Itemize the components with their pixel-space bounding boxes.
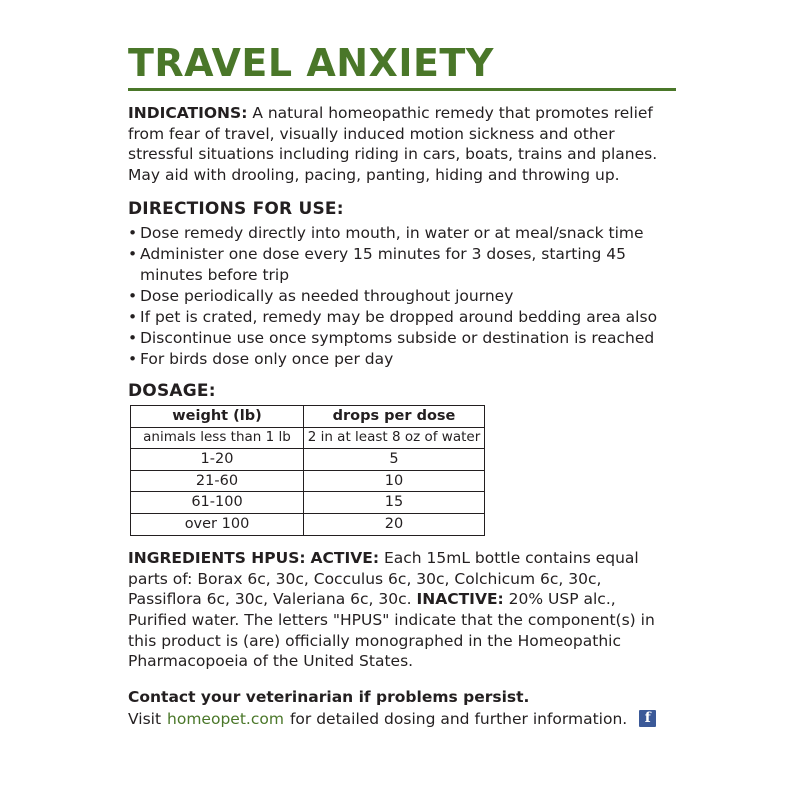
list-item: • Discontinue use once symptoms subside or destination is reached (128, 328, 676, 348)
column-header-drops: drops per dose (304, 406, 485, 428)
active-text: Each 15mL bottle contains equal parts of: Borax 6c, 30c, Cocculus 6c, 30c, Colchicum 6c, 30c, Passiflora 6c, 30c, Valeriana 6c, 30c. (128, 549, 639, 609)
cell-drops: 5 (304, 448, 485, 470)
cell-drops: 10 (304, 470, 485, 492)
visit-line (128, 710, 676, 728)
list-item: • Dose periodically as needed throughout journey (128, 286, 676, 306)
visit-suffix: for detailed dosing and further information. (289, 709, 628, 728)
inactive-text: 20% USP alc., Purified water. The letters "HPUS" indicate that the component(s) in this product is (are) officially monographed in the Homeopathic Pharmacopoeia of the United States. (128, 590, 655, 671)
column-header-weight: weight (lb) (131, 406, 304, 428)
table-row (131, 470, 485, 492)
cell-weight: 61-100 (131, 492, 304, 514)
visit-prefix: Visit (128, 709, 162, 728)
website-link[interactable]: homeopet.com (167, 709, 284, 728)
cell-drops: 20 (304, 514, 485, 536)
indications-heading: INDICATIONS: (128, 103, 248, 122)
table-row (131, 448, 485, 470)
active-label: ACTIVE: (310, 549, 380, 568)
table-row (131, 428, 485, 449)
cell-weight: animals less than 1 lb (131, 428, 304, 449)
table-row (131, 492, 485, 514)
list-item: • For birds dose only once per day (128, 349, 676, 369)
indications-paragraph (128, 103, 676, 185)
indications-text: A natural homeopathic remedy that promotes relief from fear of travel, visually induced motion sickness and other stressful situations including riding in cars, boats, trains and planes. May aid with drooling, pacing, panting, hiding and throwing up. (128, 103, 658, 184)
dosage-section (128, 381, 676, 536)
directions-list (128, 223, 676, 369)
facebook-icon[interactable]: f (639, 710, 656, 727)
cell-weight: over 100 (131, 514, 304, 536)
inactive-label: INACTIVE: (416, 590, 504, 609)
list-item: • If pet is crated, remedy may be dropped around bedding area also (128, 307, 676, 327)
cell-drops: 15 (304, 492, 485, 514)
contact-line: Contact your veterinarian if problems persist. (128, 687, 530, 706)
title-divider (128, 88, 676, 91)
list-item: • Dose remedy directly into mouth, in water or at meal/snack time (128, 223, 676, 243)
product-label (128, 41, 676, 728)
cell-weight: 21-60 (131, 470, 304, 492)
dosage-table (130, 405, 485, 536)
table-row (131, 514, 485, 536)
directions-heading: DIRECTIONS FOR USE: (128, 199, 344, 220)
table-row (131, 406, 485, 428)
dosage-heading: DOSAGE: (128, 381, 216, 402)
cell-weight: 1-20 (131, 448, 304, 470)
list-item: • Administer one dose every 15 minutes for 3 doses, starting 45 minutes before trip (128, 244, 676, 284)
ingredients-heading: INGREDIENTS HPUS: (128, 549, 306, 568)
page-title: TRAVEL ANXIETY (128, 41, 494, 85)
ingredients-paragraph (128, 548, 676, 672)
cell-drops: 2 in at least 8 oz of water (304, 428, 485, 449)
